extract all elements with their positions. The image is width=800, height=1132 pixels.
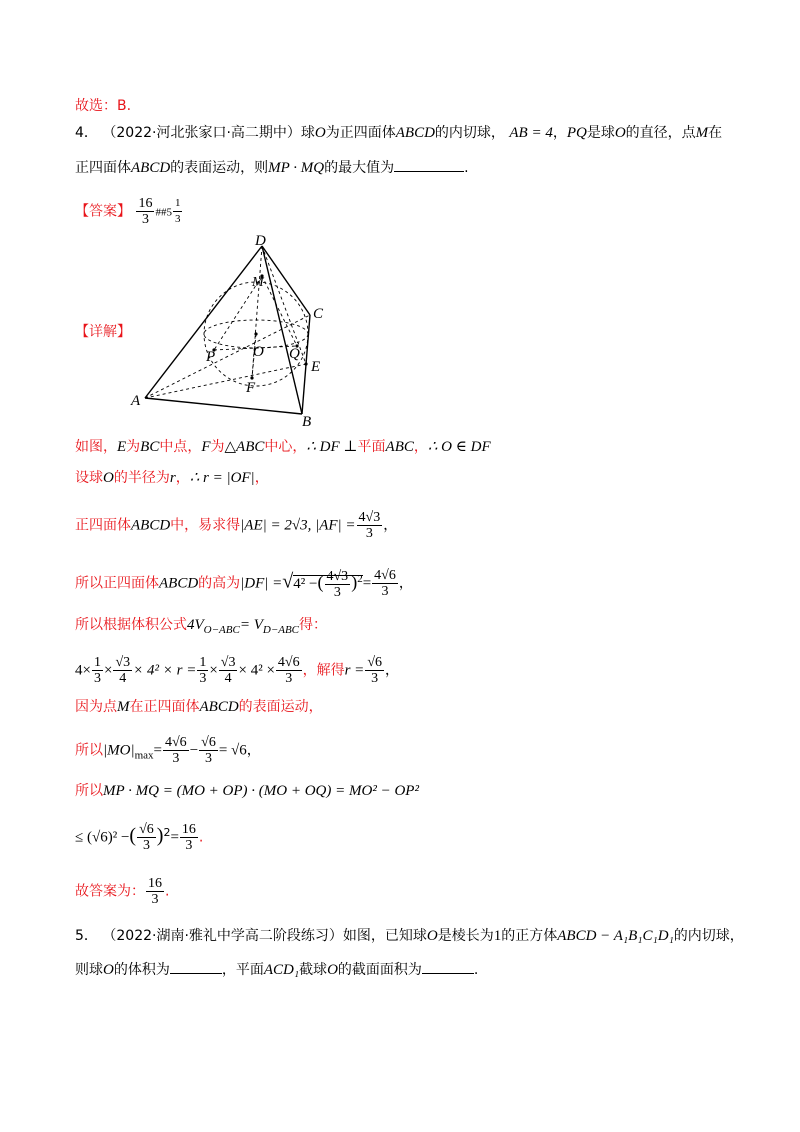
q5-line2: 则球O的体积为 ，平面ACD₁截球O的截面面积为 . [75,959,478,980]
label-E: E [311,359,321,375]
sol-line7: 因为点M在正四面体ABCD的表面运动， [75,699,323,715]
prev-answer: 故选：B. [75,98,132,114]
label-F: F [246,380,256,396]
sol-line1: 如图，E为BC中点，F为△ABC中心，∴ DF ⊥平面ABC，∴ O ∈ DF [75,439,491,455]
label-O: O [253,344,264,360]
q4-line1: 4． （2022·河北张家口·高二期中）球O为正四面体ABCD的内切球， AB = 4，PQ是球O的直径，点M在 [75,125,723,141]
area-blank [422,959,474,974]
answer-blank [394,157,464,172]
sol-line4: 所以正四面体ABCD的高为|DF| =√4² −( $\frac{4√3}{3}$ )$^2$= $\frac{4√6}{3}$ ， [75,568,413,600]
sol-line8: 所以$|MO|_{max}=$ $\frac{4√6}{3}$ − $\frac{√6}{3}$ = √6， [75,735,261,766]
q4-line2: 正四面体ABCD的表面运动，则MP · MQ的最大值为 . [75,157,469,178]
answer-label: 【答案】 [75,203,131,220]
sol-line6: 4× $\frac{1}{3}$ × $\frac{√3}{4}$ × 4² × r = $\frac{1}{3}$ × $\frac{√3}{4}$ × 4² × $\frac{4√6}{3}$ ，解得r = $\frac{√6}{3}$ ， [75,655,399,686]
q4-number: 4． [75,125,98,141]
sol-line3: 正四面体ABCD中，易求得|AE| = 2√3, |AF| = $\frac{4√3}{3}$ ， [75,510,398,541]
volume-blank [170,959,222,974]
label-Q: Q [289,346,300,362]
sol-line5: 所以根据体积公式$4V_{O-ABC}= V_{D-ABC}$得： [75,617,328,636]
q5-number: 5． [75,928,98,944]
label-B: B [302,414,312,428]
sol-line2: 设球O的半径为r，∴ r = |OF|， [75,470,269,486]
sol-line11: 故答案为： $\frac{16}{3}$ . [75,876,170,907]
sol-line10: ≤ (√6)² −( $\frac{√6}{3}$ )$^2$= $\frac{16}{3}$ . [75,822,204,853]
label-D: D [255,233,266,249]
detail-label: 【详解】 [75,324,131,340]
label-P: P [206,349,216,365]
sol-line9: 所以MP · MQ = (MO + OP) · (MO + OQ) = MO² − OP² [75,783,419,799]
q4-source: （2022·河北张家口·高二期中） [102,125,301,141]
answer-line: 【答案】 $\frac{16}{3}$ ##5 $\frac{1}{3}$ [75,196,181,227]
label-C: C [313,306,324,322]
label-M: M [252,275,264,290]
q5-line1: 5． （2022·湖南·雅礼中学高二阶段练习）如图，已知球O是棱长为1的正方体ABCD − A₁B₁C₁D₁的内切球， [75,928,744,944]
q5-source: （2022·湖南·雅礼中学高二阶段练习） [102,928,343,944]
label-A: A [131,393,141,409]
tetrahedron-figure [125,228,335,428]
